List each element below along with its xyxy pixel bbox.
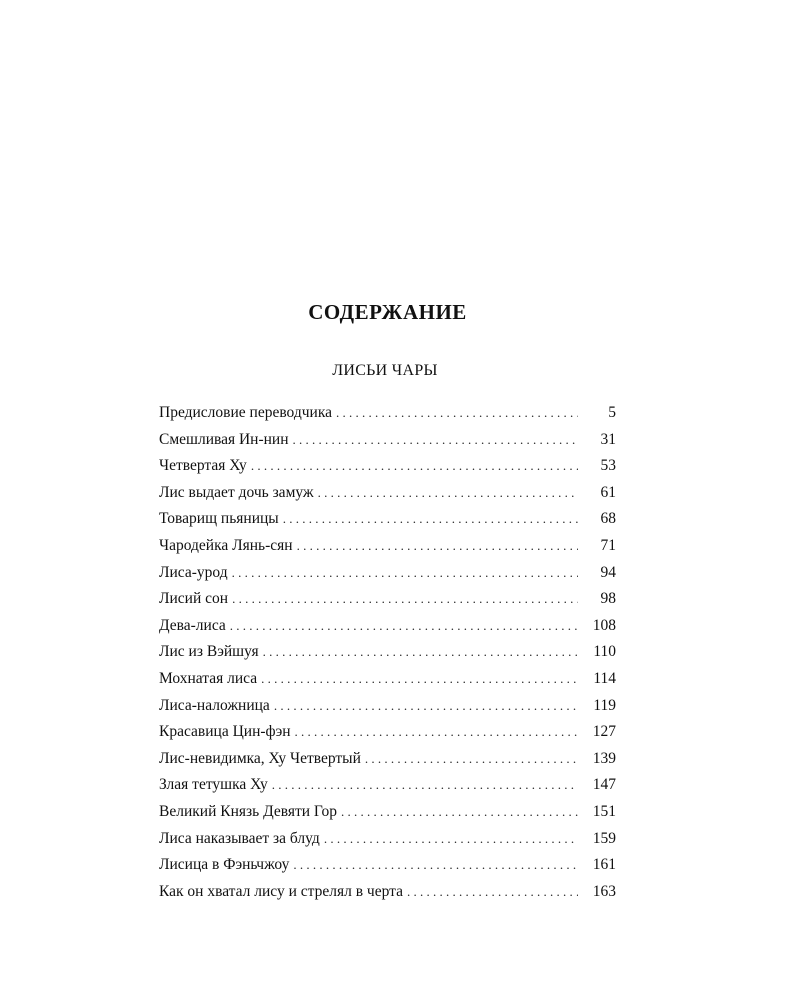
dot-leader <box>407 879 578 906</box>
toc-entry-page: 94 <box>600 563 616 581</box>
table-of-contents <box>159 400 616 905</box>
toc-entry-title: Лисий сон <box>159 590 229 608</box>
dot-leader <box>232 560 578 587</box>
toc-entry-title: Четвертая Ху <box>159 457 247 475</box>
toc-entry <box>159 400 616 427</box>
page-title: СОДЕРЖАНИЕ <box>308 300 467 324</box>
dot-leader <box>341 799 578 826</box>
dot-leader <box>251 453 578 480</box>
toc-entry-title: Лисица в Фэньчжоу <box>159 856 290 874</box>
toc-entry-title: Дева-лиса <box>159 616 226 634</box>
dot-leader <box>272 772 578 799</box>
toc-entry-title: Предисловие переводчика <box>159 404 333 421</box>
toc-entry-page: 110 <box>593 643 616 661</box>
toc-entry-title: Красавица Цин-фэн <box>159 723 291 741</box>
dot-leader <box>336 400 578 427</box>
toc-entry <box>159 826 616 853</box>
toc-entry-title: Смешливая Ин-нин <box>159 430 289 448</box>
toc-entry-page: 159 <box>592 829 616 847</box>
dot-leader <box>324 826 578 853</box>
toc-entry <box>159 746 616 773</box>
toc-entry <box>159 427 616 454</box>
toc-entry-title: Великий Князь Девяти Гор <box>159 802 338 820</box>
toc-entry-page: 61 <box>600 483 616 501</box>
dot-leader <box>232 586 578 613</box>
toc-entry <box>159 613 616 640</box>
toc-entry <box>159 666 616 693</box>
toc-entry-page: 151 <box>592 802 616 820</box>
toc-entry <box>159 772 616 799</box>
toc-entry-page: 139 <box>592 749 616 767</box>
toc-entry <box>159 560 616 587</box>
toc-entry-title: Злая тетушка Ху <box>159 776 268 794</box>
toc-entry-title: Товарищ пьяницы <box>159 510 279 528</box>
toc-entry-title: Лис выдает дочь замуж <box>159 483 314 501</box>
toc-entry <box>159 693 616 720</box>
toc-entry <box>159 719 616 746</box>
toc-entry <box>159 586 616 613</box>
toc-entry-page: 98 <box>600 590 616 608</box>
toc-entry-page: 108 <box>592 616 616 634</box>
dot-leader <box>261 666 578 693</box>
toc-entry <box>159 453 616 480</box>
toc-entry-title: Чародейка Лянь-сян <box>159 536 293 554</box>
toc-entry-title: Мохнатая лиса <box>159 669 258 687</box>
toc-entry-page: 31 <box>600 430 616 448</box>
toc-entry-title: Лиса-наложница <box>159 696 270 714</box>
dot-leader <box>293 852 578 879</box>
toc-entry-page: 5 <box>608 404 616 421</box>
section-heading: ЛИСЬИ ЧАРЫ <box>332 362 438 379</box>
toc-entry <box>159 799 616 826</box>
dot-leader <box>274 693 578 720</box>
toc-entry <box>159 506 616 533</box>
dot-leader <box>230 613 578 640</box>
toc-entry-title: Лиса наказывает за блуд <box>159 829 320 847</box>
toc-entry-page: 53 <box>600 457 616 475</box>
toc-entry-page: 161 <box>592 856 616 874</box>
toc-entry <box>159 639 616 666</box>
dot-leader <box>365 746 578 773</box>
dot-leader <box>295 719 578 746</box>
toc-entry-page: 71 <box>600 536 616 554</box>
toc-entry-title: Как он хватал лису и стрелял в черта <box>159 882 403 900</box>
dot-leader <box>283 506 578 533</box>
toc-entry-title: Лиса-урод <box>159 563 228 581</box>
dot-leader <box>297 533 578 560</box>
toc-entry-page: 163 <box>592 882 616 900</box>
dot-leader <box>263 639 578 666</box>
toc-entry <box>159 533 616 560</box>
toc-entry <box>159 852 616 879</box>
toc-entry-page: 127 <box>592 723 616 741</box>
toc-entry-page: 68 <box>600 510 616 528</box>
toc-entry-page: 147 <box>592 776 616 794</box>
toc-entry-title: Лис-невидимка, Ху Четвертый <box>159 749 361 767</box>
dot-leader <box>318 480 578 507</box>
dot-leader <box>293 427 578 454</box>
toc-entry <box>159 480 616 507</box>
toc-entry-title: Лис из Вэйшуя <box>159 643 259 661</box>
toc-entry-page: 114 <box>593 669 616 687</box>
toc-entry-page: 119 <box>593 696 616 714</box>
toc-entry <box>159 879 616 906</box>
